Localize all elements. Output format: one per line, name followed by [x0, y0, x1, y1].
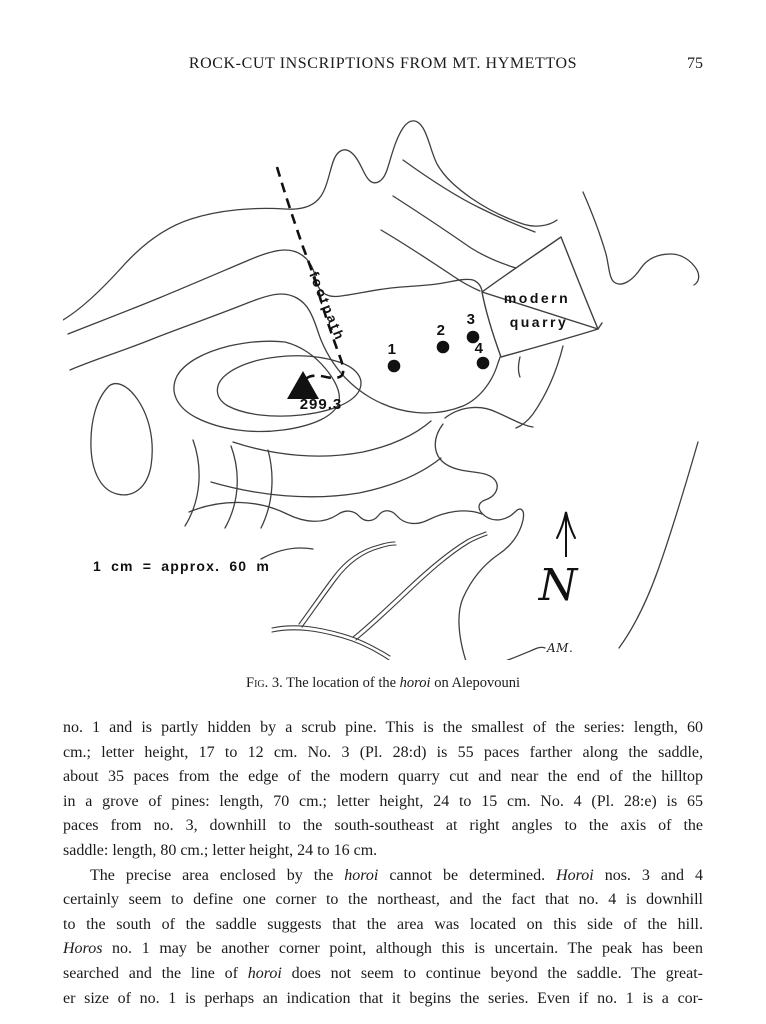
text-line: about 35 paces from the edge of the modern quarry cut and near the end of the hilltop	[63, 768, 703, 786]
scale-label: 1 cm = approx. 60 m	[93, 558, 271, 574]
page-number: 75	[687, 55, 703, 72]
horos-points	[388, 311, 490, 372]
north-arrow-icon	[557, 512, 575, 557]
north-letter: N	[538, 560, 578, 611]
horos-point-4-label: 4	[474, 340, 484, 357]
text-line: paces from no. 3, downhill to the south-southeast at right angles to the axis of the	[63, 817, 703, 835]
cartographer-signature: AM.	[547, 641, 574, 655]
horos-point-2	[437, 341, 450, 354]
horos-point-3-label: 3	[466, 311, 476, 328]
quarry-label-line2: quarry	[509, 314, 569, 330]
figure-map	[63, 108, 703, 660]
text-line: er size of no. 1 is perhaps an indication that it begins the series. Even if no. 1 is a cor-	[63, 989, 703, 1007]
figure-caption-text: The location of the horoi on Alepovouni	[286, 675, 520, 691]
text-line: to the south of the saddle suggests that the area was located on this side of the hill.	[63, 915, 703, 933]
page-header	[63, 55, 703, 77]
footpath-label: footpath	[306, 269, 348, 344]
horos-point-1	[388, 360, 401, 373]
text-line: cm.; letter height, 17 to 12 cm. No. 3 (Pl. 28:d) is 55 paces farther along the saddle,	[63, 743, 703, 761]
text-line: The precise area enclosed by the horoi cannot be determined. Horoi nos. 3 and 4	[90, 866, 703, 884]
figure-caption	[63, 675, 703, 692]
stream-lines	[272, 532, 487, 660]
text-line: in a grove of pines: length, 70 cm.; letter height, 24 to 15 cm. No. 4 (Pl. 28:e) is 65	[63, 792, 703, 810]
body-text	[63, 716, 703, 1011]
body-paragraph	[63, 864, 703, 1012]
horos-point-4	[477, 357, 490, 370]
text-line: Horos no. 1 may be another corner point, although this is uncertain. The peak has been	[63, 940, 703, 958]
text-line: no. 1 and is partly hidden by a scrub pine. This is the smallest of the series: length, 60	[63, 719, 703, 736]
running-head-title: ROCK-CUT INSCRIPTIONS FROM MT. HYMETTOS	[188, 55, 578, 72]
text-line: certainly seem to define one corner to the northeast, and the fact that no. 4 is downhill	[63, 891, 703, 909]
quarry-label-line1: modern	[503, 290, 571, 306]
figure-caption-label: Fig. 3.	[246, 675, 283, 691]
peak-elevation-label: 299.3	[299, 396, 343, 413]
text-line: searched and the line of horoi does not seem to continue beyond the saddle. The great-	[63, 964, 703, 982]
horos-point-2-label: 2	[436, 322, 446, 339]
body-paragraph	[63, 716, 703, 864]
contour-lines	[63, 121, 699, 660]
horos-point-1-label: 1	[387, 341, 397, 358]
text-line: saddle: length, 80 cm.; letter height, 24 to 16 cm.	[63, 841, 378, 859]
